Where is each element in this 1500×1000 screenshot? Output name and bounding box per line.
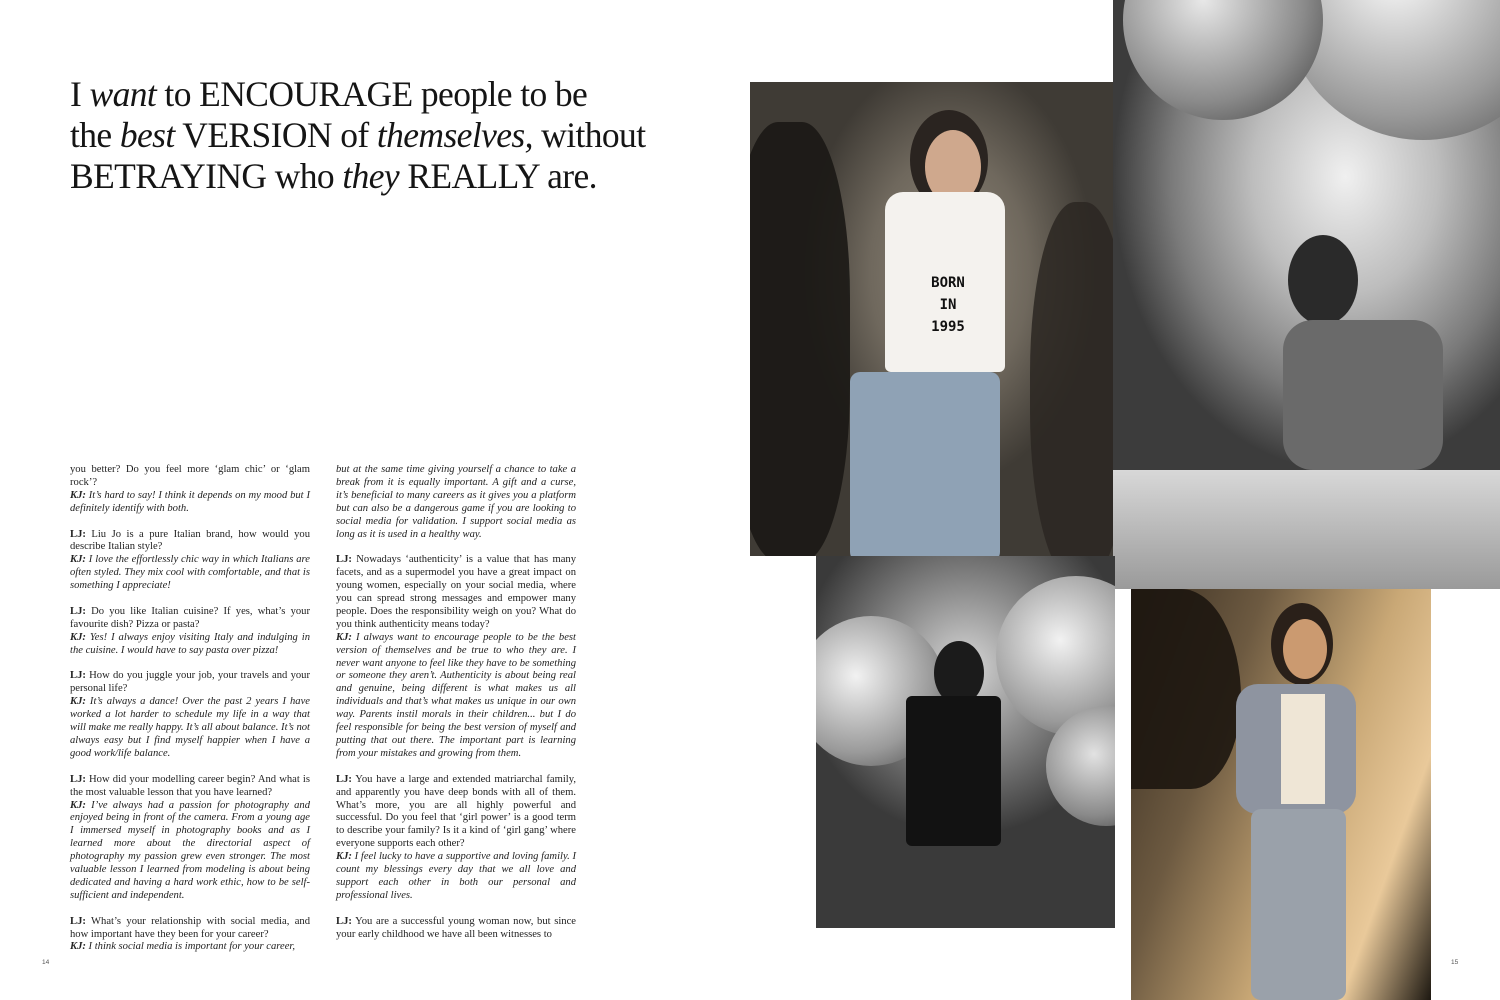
pull-quote-line-1: I want to ENCOURAGE people to be bbox=[70, 74, 588, 114]
interview-paragraph: LJ: How do you juggle your job, your travels and your personal life? KJ: It’s always a dance! Over the past 2 years I have worked a lot harder to schedule my life in a way that will make me really happy. It’s all about balance. It’s not always easy but I find myself happier when I have a good work/life balance. bbox=[70, 670, 310, 759]
page-number-left: 14 bbox=[42, 959, 50, 966]
foreground-shadow-hand bbox=[750, 122, 850, 556]
interview-paragraph: LJ: You are a successful young woman now, but since your early childhood we have all been witnesses to bbox=[336, 915, 576, 940]
jeans bbox=[850, 372, 1000, 556]
jeans bbox=[1251, 809, 1346, 1000]
interview-paragraph: LJ: Nowadays ‘authenticity’ is a value that has many facets, and as a supermodel you have a great impact on young women, especially on your social media, where you can spread strong messages and empower many people. Does the responsibility weigh on you? What do you think authenticity means today? KJ: I always want to encourage people to be the best version of themselves and be true to who they are. I never want anyone to feel like they have to be something or someone they aren’t. Authenticity is about being real and genuine, being different is what makes us all individuals and that’s what makes us unique in our own way. Parents instil morals in their children... but I do feel responsible for being the best version of myself and putting that out there. The important part is learning from your mistakes and growing from them. bbox=[336, 554, 576, 759]
page-number-right: 15 bbox=[1451, 959, 1459, 966]
interview-paragraph: LJ: Do you like Italian cuisine? If yes, what’s your favourite dish? Pizza or pasta? KJ: Yes! I always enjoy visiting Italy and indulging in the cuisine. I would have to say pasta over pizza! bbox=[70, 605, 310, 656]
photo-sequin-dress bbox=[816, 556, 1115, 928]
sequin-dress bbox=[906, 696, 1001, 846]
tshirt-print: BORN IN 1995 bbox=[931, 275, 965, 335]
denim-jacket bbox=[1283, 320, 1443, 470]
model-face bbox=[1283, 619, 1327, 679]
interview-paragraph: LJ: What’s your relationship with social media, and how important have they been for your career? KJ: I think social media is important for your career, bbox=[70, 915, 310, 953]
photo-denim-jacket bbox=[1131, 589, 1431, 1000]
interview-paragraph: but at the same time giving yourself a chance to take a break from it is equally important. A gift and a curse, it’s beneficial to many careers as it gives you a platform but can also be a dangerous game if you are looking to social media for validation. I support social media as long as it is used in a healthy way. bbox=[336, 464, 576, 540]
disco-ball bbox=[1123, 0, 1323, 120]
white-top bbox=[1281, 694, 1325, 804]
mirror-floor bbox=[1113, 470, 1500, 589]
interview-column-2 bbox=[336, 464, 576, 954]
pull-quote bbox=[70, 74, 720, 197]
interview-paragraph: you better? Do you feel more ‘glam chic’ or ‘glam rock’? KJ: It’s hard to say! I think it depends on my mood but I definitely identify with both. bbox=[70, 464, 310, 514]
pull-quote-line-3: BETRAYING who they REALLY are. bbox=[70, 156, 597, 196]
interview-paragraph: LJ: You have a large and extended matriarchal family, and apparently you have deep bonds with all of them. What’s more, you are all highly powerful and successful. Do you feel that ‘girl power’ is a good term to describe your family? Is it a kind of ‘girl gang’ where everyone supports each other? KJ: I feel lucky to have a supportive and loving family. I count my blessings every day that we all love and support each other in both our personal and professional lives. bbox=[336, 773, 576, 901]
photo-disco-floor bbox=[1113, 0, 1500, 589]
model-head bbox=[1288, 235, 1358, 325]
photo-born-in-1995-tee bbox=[750, 82, 1113, 556]
shadow-silhouette bbox=[1131, 589, 1241, 789]
interview-paragraph: LJ: Liu Jo is a pure Italian brand, how would you describe Italian style? KJ: I love the effortlessly chic way in which Italians are often styled. They mix cool with comfortable, and that is something I appreciate! bbox=[70, 528, 310, 592]
pull-quote-line-2: the best VERSION of themselves, without bbox=[70, 115, 646, 155]
interview-paragraph: LJ: How did your modelling career begin? And what is the most valuable lesson that you have learned? KJ: I’ve always had a passion for photography and enjoyed being in front of the camera. From a young age I immersed myself in photography books and as I learned more about the directorial aspect of photography my passion grew even stronger. The most valuable lesson I learned from modeling is about being dedicated and having a hard work ethic, how to be self-sufficient and independent. bbox=[70, 773, 310, 901]
interview-column-1 bbox=[70, 464, 310, 967]
foreground-shadow-right bbox=[1030, 202, 1113, 556]
